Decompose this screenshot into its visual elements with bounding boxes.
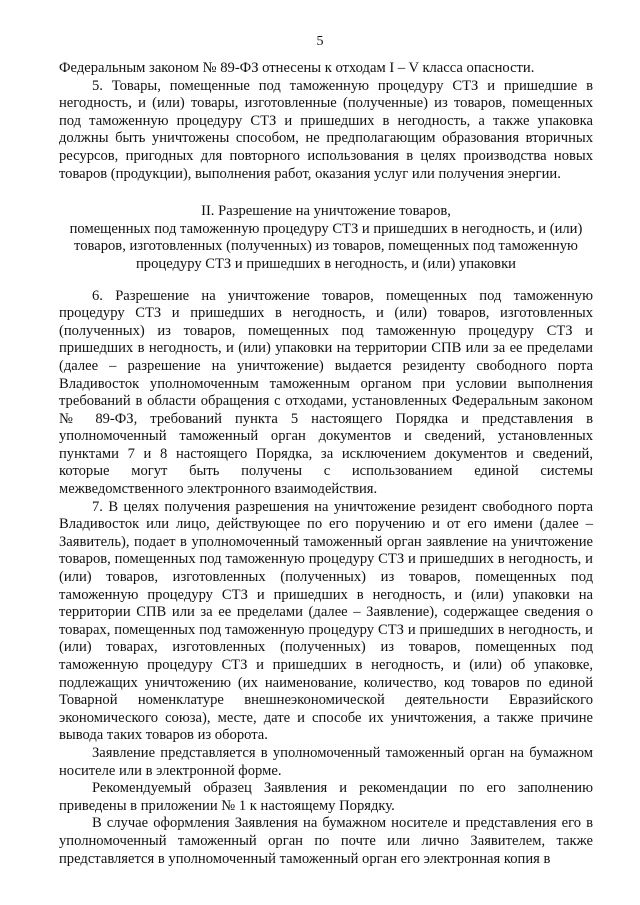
paragraph-submission-form: Заявление представляется в уполномоченный таможенный орган на бумажном носителе или в электронной форме. bbox=[59, 744, 593, 779]
section-heading bbox=[59, 203, 593, 273]
section-heading-line: товаров, изготовленных (полученных) из товаров, помещенных под таможенную bbox=[74, 238, 578, 255]
section-heading-line: процедуру СТЗ и пришедших в негодность, и (или) упаковки bbox=[136, 255, 516, 272]
paragraph-paper-submission: В случае оформления Заявления на бумажном носителе и представления его в уполномоченный таможенный орган по почте или лично Заявителем, также представляется в уполномоченный таможенный орган его электронная копия в bbox=[59, 815, 593, 867]
document-body bbox=[59, 60, 593, 868]
section-heading-line: II. Разрешение на уничтожение товаров, bbox=[201, 203, 451, 220]
paragraph-sample-form: Рекомендуемый образец Заявления и рекомендации по его заполнению приведены в приложении № 1 к настоящему Порядку. bbox=[59, 780, 593, 814]
paragraph-item-6: 6. Разрешение на уничтожение товаров, помещенных под таможенную процедуру СТЗ и пришедших в негодность, и (или) товаров, изготовленных (полученных) из товаров, помещенных под таможенную процедуру СТЗ и пришедших в негодность, и (или) упаковки на территории СПВ или за ее пределами (далее – разрешение на уничтожение) выдается резиденту свободного порта Владивосток уполномоченным таможенным органом при условии выполнения требований в области обращения с отходами, установленных Федеральным законом № 89-ФЗ, требований пункта 5 настоящего Порядка и представления в уполномоченный таможенный орган документов и сведений, установленных пунктами 7 и 8 настоящего Порядка, за исключением документов и сведений, которые могут быть получены с использованием единой системы межведомственного электронного взаимодействия. bbox=[59, 287, 593, 498]
paragraph-item-5: 5. Товары, помещенные под таможенную процедуру СТЗ и пришедшие в негодность, и (или) товары, изготовленные (полученные) из товаров, помещенных под таможенную процедуру СТЗ и пришедших в негодность, а также упаковка должны быть уничтожены способом, не предполагающим образования вторичных ресурсов, пригодных для повторного использования в целях производства новых товаров (продукции), выполнения работ, оказания услуг или получения энергии. bbox=[59, 77, 593, 182]
page-number: 5 bbox=[316, 34, 324, 49]
paragraph-item-7: 7. В целях получения разрешения на уничтожение резидент свободного порта Владивосток или лицо, действующее по его поручению и от его имени (далее – Заявитель), подает в уполномоченный таможенный орган заявление на уничтожение товаров, помещенных под таможенную процедуру СТЗ и пришедших в негодность, и (или) товаров, изготовленных (полученных) из товаров, помещенных под таможенную процедуру СТЗ и пришедших в негодность, и (или) упаковки на территории СПВ или за ее пределами (далее – Заявление), содержащее сведения о товарах, помещенных под таможенную процедуру СТЗ и пришедших в негодность, и (или) товарах, изготовленных (полученных) из товаров, помещенных под таможенную процедуру СТЗ и пришедших в негодность, и (или) об упаковке, подлежащих уничтожению (их наименование, количество, код товаров по единой Товарной номенклатуре внешнеэкономической деятельности Евразийского экономического союза), месте, дате и способе их уничтожения, а также причине вывода таких товаров из оборота. bbox=[59, 498, 593, 744]
section-heading-line: помещенных под таможенную процедуру СТЗ и пришедших в негодность, и (или) bbox=[69, 220, 583, 237]
paragraph-law-reference: Федеральным законом № 89-ФЗ отнесены к отходам I – V класса опасности. bbox=[59, 60, 535, 76]
